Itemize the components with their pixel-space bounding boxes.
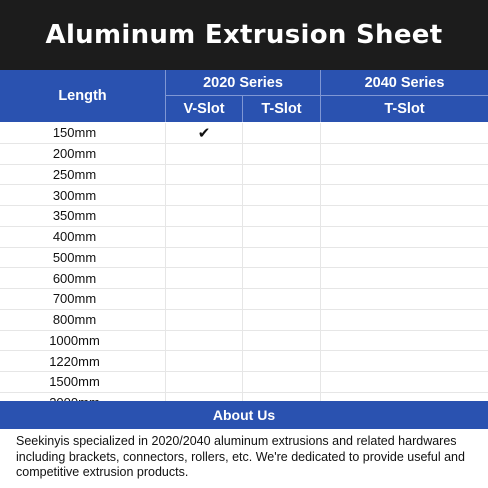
- t-slot-2020-cell: [243, 144, 321, 164]
- about-us-text: Seekinyis specialized in 2020/2040 aluminum extrusions and related hardwares including brackets, connectors, rollers, etc. We're dedicated to provide useful and competitive extrusion products.: [16, 434, 465, 479]
- t-slot-2020-cell: [243, 206, 321, 226]
- t-slot-2040-cell: [321, 289, 488, 309]
- table-body: [0, 123, 488, 400]
- t-slot-2040-cell: [321, 185, 488, 205]
- t-slot-2040-cell: [321, 206, 488, 226]
- v-slot-2020-cell: [166, 289, 243, 309]
- v-slot-2020-cell: [166, 351, 243, 371]
- page-title: Aluminum Extrusion Sheet: [45, 20, 443, 50]
- t-slot-2020-cell: [243, 165, 321, 185]
- header-2040-tslot: T-Slot: [384, 101, 425, 117]
- length-cell: 1220mm: [0, 351, 166, 371]
- t-slot-2020-cell: [243, 268, 321, 288]
- t-slot-2020-cell: [243, 289, 321, 309]
- about-us-heading: About Us: [212, 407, 276, 423]
- t-slot-2040-cell: [321, 123, 488, 143]
- header-2020-vslot: V-Slot: [166, 96, 243, 122]
- table-row: [0, 123, 488, 143]
- table-row: [0, 184, 488, 205]
- t-slot-2020-cell: [243, 351, 321, 371]
- t-slot-2020-cell: [243, 123, 321, 143]
- about-us-bar: [0, 401, 488, 429]
- t-slot-2020-cell: [243, 185, 321, 205]
- length-cell: 800mm: [0, 310, 166, 330]
- t-slot-2040-cell: [321, 248, 488, 268]
- length-cell: 250mm: [0, 165, 166, 185]
- t-slot-2040-cell: [321, 331, 488, 351]
- table-row: [0, 247, 488, 268]
- v-slot-2020-cell: [166, 372, 243, 392]
- v-slot-2020-cell: [166, 206, 243, 226]
- v-slot-2020-cell: [166, 331, 243, 351]
- table-row: [0, 330, 488, 351]
- table-row: [0, 143, 488, 164]
- table-row: [0, 371, 488, 392]
- v-slot-2020-cell: [166, 144, 243, 164]
- table-row: [0, 350, 488, 371]
- length-cell: 700mm: [0, 289, 166, 309]
- v-slot-2020-cell: [166, 185, 243, 205]
- t-slot-2020-cell: [243, 227, 321, 247]
- t-slot-2040-cell: [321, 144, 488, 164]
- length-cell: 350mm: [0, 206, 166, 226]
- length-cell: 1000mm: [0, 331, 166, 351]
- table-row: [0, 309, 488, 330]
- table-row: [0, 288, 488, 309]
- length-cell: 200mm: [0, 144, 166, 164]
- table-row: [0, 226, 488, 247]
- table-row: [0, 164, 488, 185]
- title-banner: [0, 0, 488, 70]
- t-slot-2040-cell: [321, 310, 488, 330]
- t-slot-2040-cell: [321, 165, 488, 185]
- v-slot-2020-cell: [166, 248, 243, 268]
- length-cell: 400mm: [0, 227, 166, 247]
- length-cell: 600mm: [0, 268, 166, 288]
- table-header: [0, 70, 488, 122]
- length-cell: 300mm: [0, 185, 166, 205]
- header-length: Length: [0, 70, 166, 122]
- v-slot-2020-cell: [166, 268, 243, 288]
- header-2020-tslot: T-Slot: [243, 96, 321, 122]
- length-cell: 1500mm: [0, 372, 166, 392]
- t-slot-2020-cell: [243, 372, 321, 392]
- t-slot-2020-cell: [243, 331, 321, 351]
- t-slot-2040-cell: [321, 351, 488, 371]
- table-row: [0, 267, 488, 288]
- check-mark-icon: ✔: [166, 123, 243, 143]
- t-slot-2040-cell: [321, 372, 488, 392]
- t-slot-2020-cell: [243, 248, 321, 268]
- v-slot-2020-cell: [166, 227, 243, 247]
- table-row: [0, 205, 488, 226]
- v-slot-2020-cell: [166, 310, 243, 330]
- t-slot-2040-cell: [321, 268, 488, 288]
- v-slot-2020-cell: [166, 165, 243, 185]
- header-2040-series: 2040 Series: [321, 70, 488, 96]
- t-slot-2020-cell: [243, 310, 321, 330]
- length-cell: 150mm: [0, 123, 166, 143]
- t-slot-2040-cell: [321, 227, 488, 247]
- length-cell: 500mm: [0, 248, 166, 268]
- header-2020-series: 2020 Series: [166, 70, 321, 96]
